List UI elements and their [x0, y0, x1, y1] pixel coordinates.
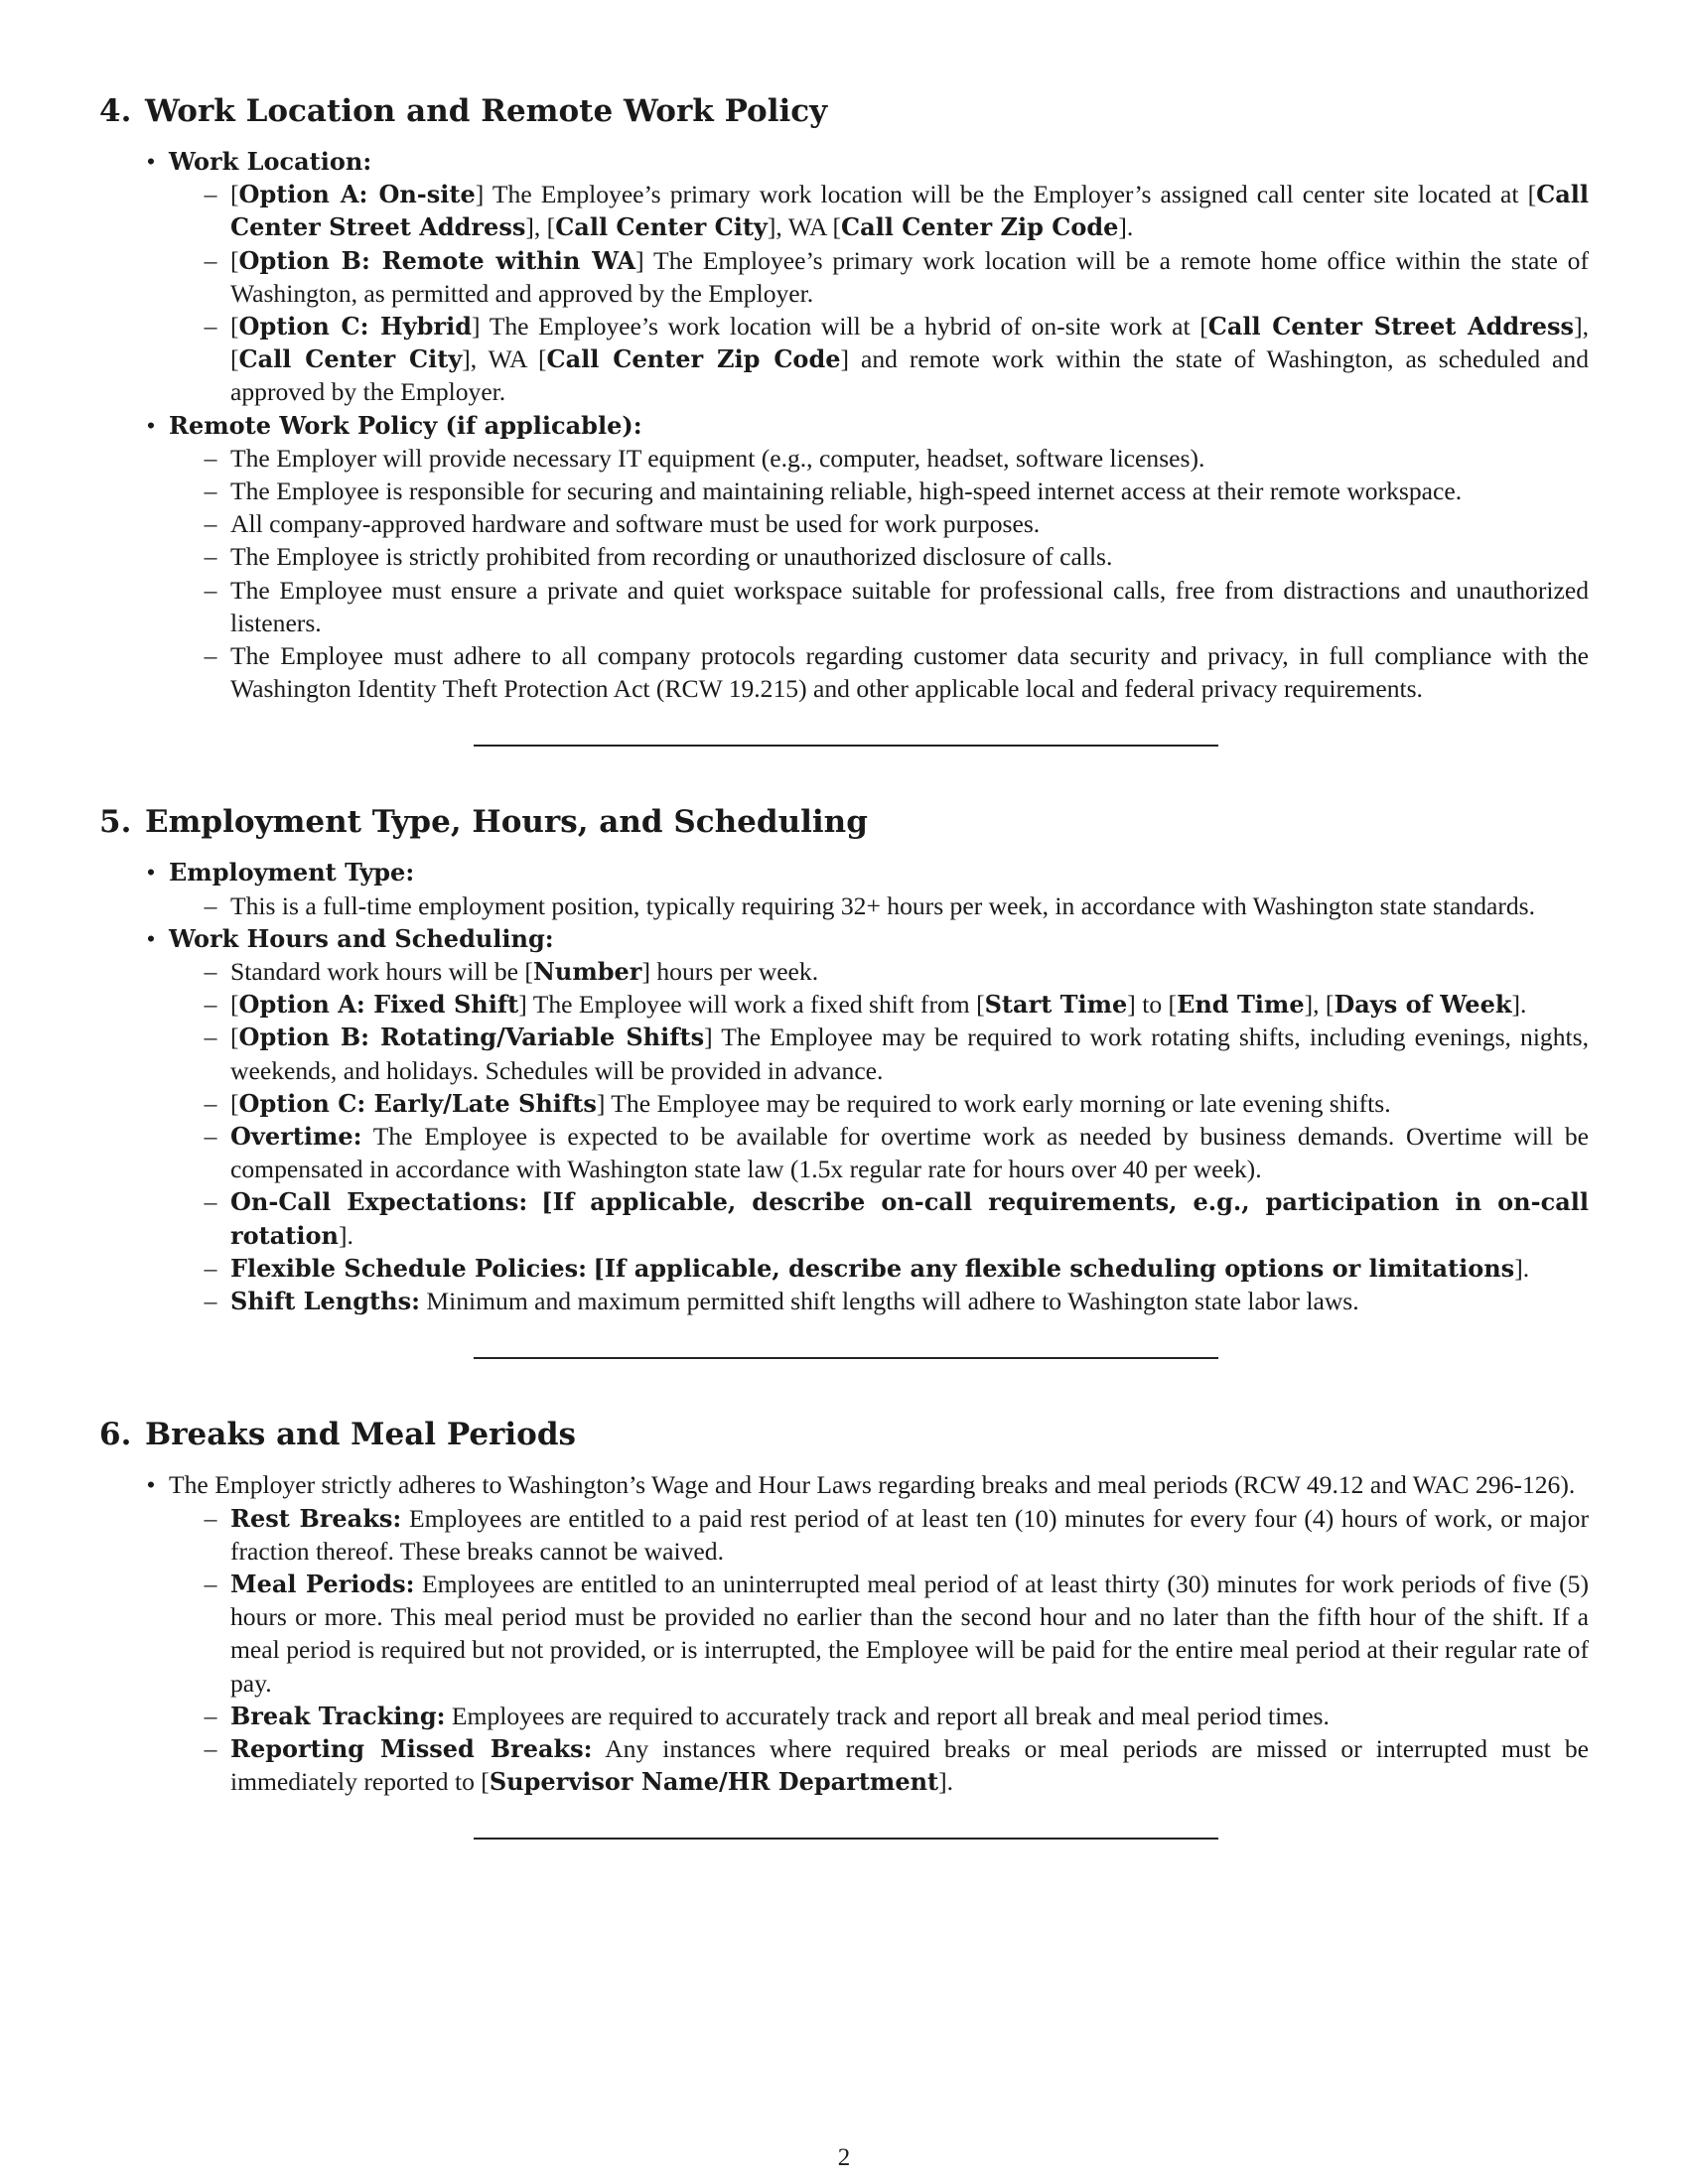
placeholder-field: Call Center Zip Code: [546, 344, 841, 374]
placeholder-field: Number: [532, 957, 642, 987]
dash-icon: –: [204, 1187, 217, 1217]
sub-list: [169, 1502, 1589, 1799]
bullet-icon: •: [146, 410, 156, 440]
dash-icon: –: [204, 1733, 217, 1763]
item-text: The Employer will provide necessary IT equipment (e.g., computer, headset, software licenses).: [230, 443, 1205, 473]
placeholder-field: Start Time: [984, 990, 1128, 1020]
list-item: – [Option C: Hybrid] The Employee’s work location will be a hybrid of on-site work at [Call Center Street Address], [Call Center City], WA [Call Center Zip Code] and remote work within the state of Washington, as scheduled and approved by the Employer.: [230, 310, 1589, 409]
item-heading: Remote Work Policy (if applicable):: [169, 410, 642, 440]
list-item: [146, 409, 1589, 706]
item-text: The Employee’s work location will be a hybrid of on-site work at [: [480, 312, 1208, 341]
item-label: Reporting Missed Breaks:: [230, 1733, 593, 1763]
sub-list: [169, 178, 1589, 408]
dash-icon: –: [204, 1023, 217, 1052]
item-heading: Employment Type:: [169, 858, 415, 887]
list-item: [204, 1568, 1589, 1700]
placeholder-field: Call Center Street Address: [230, 180, 1589, 242]
dash-icon: –: [204, 957, 217, 987]
placeholder-field: If applicable, describe any flexible scheduling options or limitations: [604, 1253, 1515, 1283]
sub-list: [169, 955, 1589, 1317]
item-heading: Work Location:: [169, 147, 372, 176]
list-item: [204, 1502, 1589, 1568]
item-text: All company-approved hardware and software must be used for work purposes.: [230, 509, 1041, 539]
list-item: [204, 574, 1589, 639]
item-text: The Employee is strictly prohibited from recording or unauthorized disclosure of calls.: [230, 542, 1113, 572]
item-text: The Employee may be required to work early morning or late evening shifts.: [605, 1088, 1391, 1118]
item-text: Minimum and maximum permitted shift lengths will adhere to Washington state labor laws.: [419, 1287, 1359, 1316]
list-item: [204, 507, 1589, 540]
item-text: The Employee may be required to work rotating shifts, including evenings, nights, weekends, and holidays. Schedules will be provided in advance.: [230, 1023, 1589, 1085]
list-item: [204, 540, 1589, 573]
item-text: The Employee is expected to be available for overtime work as needed by business demands. Overtime will be compensated in accordance with Washington state law (1.5x regular rate for hours over 40 per week).: [230, 1122, 1589, 1184]
item-label: Break Tracking:: [230, 1701, 446, 1730]
list-item: [204, 475, 1589, 507]
dash-icon: –: [204, 1088, 217, 1118]
placeholder-field: If applicable, describe on-call requirements, e.g., participation in on-call rotation: [230, 1187, 1589, 1250]
item-text: The Employee’s primary work location will be the Employer’s assigned call center site located at [: [484, 180, 1537, 209]
item-text: Employees are required to accurately track and report all break and meal period times.: [445, 1701, 1330, 1730]
dash-icon: –: [204, 641, 217, 671]
dash-icon: –: [204, 1503, 217, 1533]
item-label: Rest Breaks:: [230, 1503, 402, 1533]
list-item: [204, 442, 1589, 475]
item-label: Shift Lengths:: [230, 1287, 420, 1316]
page-number: 2: [837, 2144, 851, 2171]
dash-icon: –: [204, 542, 217, 572]
item-text: Standard work hours will be [: [230, 957, 533, 987]
list-item: – Reporting Missed Breaks: Any instances where required breaks or meal periods are missed or interrupted must be immediately reported to [Supervisor Name/HR Department].: [230, 1732, 1589, 1798]
item-text: The Employee is responsible for securing and maintaining reliable, high-speed internet access at their remote workspace.: [230, 477, 1463, 506]
item-text: The Employee will work a fixed shift from [: [526, 990, 985, 1020]
item-text: ] and remote work within the state of Washington, as scheduled and approved by the Employer.: [230, 344, 1590, 407]
list-item: [146, 856, 1589, 921]
section-6-list: [99, 1468, 1589, 1798]
list-item: [204, 1700, 1589, 1732]
dash-icon: –: [204, 477, 217, 506]
list-item: – [Option B: Rotating/Variable Shifts] The Employee may be required to work rotating shifts, including evenings, nights, weekends, and holidays. Schedules will be provided in advance.: [230, 1021, 1589, 1086]
list-item: – [Option A: On-site] The Employee’s primary work location will be the Employer’s assigned call center site located at [Call Center Street Address], [Call Center City], WA [Call Center Zip Code].: [230, 178, 1589, 243]
dash-icon: –: [204, 575, 217, 605]
sub-list: [169, 442, 1589, 706]
section-6-heading: [99, 1415, 1589, 1454]
option-label: Option B: Rotating/Variable Shifts: [238, 1023, 705, 1052]
placeholder-field: End Time: [1177, 990, 1305, 1020]
bullet-icon: •: [146, 858, 156, 887]
item-text: ] hours per week.: [641, 957, 819, 987]
dash-icon: –: [204, 180, 217, 209]
section-number: 6.: [99, 1417, 132, 1453]
list-item: – [Option A: Fixed Shift] The Employee will work a fixed shift from [Start Time] to [End Time], [Days of Week].: [230, 988, 1589, 1021]
item-label: Overtime:: [230, 1122, 362, 1152]
option-label: Option A: On-site: [238, 180, 476, 209]
item-text: The Employee must adhere to all company protocols regarding customer data security and privacy, in full compliance with the Washington Identity Theft Protection Act (RCW 19.215) and other applicable local and federal privacy requirements.: [230, 641, 1589, 704]
placeholder-field: Call Center Street Address: [1207, 312, 1575, 341]
section-title: Work Location and Remote Work Policy: [145, 93, 828, 129]
dash-icon: –: [204, 245, 217, 275]
dash-icon: –: [204, 1122, 217, 1152]
dash-icon: –: [204, 990, 217, 1020]
section-5-list: [99, 856, 1589, 1317]
dash-icon: –: [204, 443, 217, 473]
item-text: Employees are entitled to a paid rest period of at least ten (10) minutes for every four (4) hours of work, or major fraction thereof. These breaks cannot be waived.: [230, 1503, 1589, 1566]
list-item: [204, 889, 1589, 922]
option-label: Option C: Early/Late Shifts: [238, 1088, 597, 1118]
dash-icon: –: [204, 890, 217, 920]
dash-icon: –: [204, 1569, 217, 1598]
bullet-icon: •: [146, 147, 156, 176]
dash-icon: –: [204, 1253, 217, 1283]
placeholder-field: Call Center Zip Code: [841, 212, 1119, 242]
item-text: The Employee must ensure a private and quiet workspace suitable for professional calls, free from distractions and unauthorized listeners.: [230, 575, 1589, 637]
item-heading: Work Hours and Scheduling:: [169, 923, 554, 953]
option-label: Option C: Hybrid: [238, 312, 472, 341]
section-4-list: [99, 145, 1589, 705]
dash-icon: –: [204, 312, 217, 341]
list-item: [204, 1120, 1589, 1185]
list-item: [146, 145, 1590, 409]
option-label: Option A: Fixed Shift: [238, 990, 519, 1020]
list-item: – [Option C: Early/Late Shifts] The Employee may be required to work early morning or late evening shifts.: [230, 1087, 1589, 1120]
section-title: Breaks and Meal Periods: [145, 1417, 576, 1453]
item-text: The Employee’s primary work location will be a remote home office within the state of Washington, as permitted and approved by the Employer.: [230, 245, 1589, 308]
placeholder-field: Call Center City: [238, 344, 463, 374]
list-item: – Flexible Schedule Policies: [If applicable, describe any flexible scheduling options or limitations].: [230, 1252, 1589, 1285]
placeholder-field: Call Center City: [555, 212, 768, 242]
item-label: Meal Periods:: [230, 1569, 415, 1598]
list-item: [146, 1468, 1589, 1798]
option-label: Option B: Remote within WA: [238, 245, 636, 275]
sub-list: [169, 889, 1589, 922]
section-4-heading: [99, 91, 1589, 131]
dash-icon: –: [204, 509, 217, 539]
list-item: – On-Call Expectations: [If applicable, describe on-call requirements, e.g., participation in on-call rotation].: [230, 1185, 1589, 1251]
dash-icon: –: [204, 1287, 217, 1316]
list-item: [204, 639, 1589, 705]
section-5-heading: [99, 802, 1589, 842]
document-page: [99, 91, 1589, 1840]
dash-icon: –: [204, 1701, 217, 1730]
item-label: Flexible Schedule Policies:: [230, 1253, 588, 1283]
item-text: Employees are entitled to an uninterrupted meal period of at least thirty (30) minutes for work periods of five (5) hours or more. This meal period must be provided no earlier than the second hour and no later than the fifth hour of the shift. If a meal period is required but not provided, or is interrupted, the Employee will be paid for the entire meal period at their regular rate of pay.: [230, 1569, 1589, 1698]
list-item: [204, 1285, 1589, 1317]
section-divider: [474, 1838, 1218, 1840]
placeholder-field: Supervisor Name/HR Department: [489, 1767, 939, 1797]
section-number: 4.: [99, 93, 132, 129]
item-label: On-Call Expectations:: [230, 1187, 528, 1217]
list-item: [146, 922, 1589, 1317]
item-text: Any instances where required breaks or meal periods are missed or interrupted must be immediately reported to [: [230, 1733, 1589, 1797]
placeholder-field: Days of Week: [1334, 990, 1512, 1020]
list-item: [204, 955, 1589, 988]
item-text: The Employer strictly adheres to Washington’s Wage and Hour Laws regarding breaks and meal periods (RCW 49.12 and WAC 296-126).: [169, 1470, 1576, 1500]
bullet-icon: •: [146, 923, 156, 953]
section-number: 5.: [99, 804, 132, 841]
item-text: This is a full-time employment position, typically requiring 32+ hours per week, in accordance with Washington state standards.: [230, 890, 1536, 920]
section-title: Employment Type, Hours, and Scheduling: [145, 804, 868, 841]
bullet-icon: •: [146, 1470, 156, 1500]
list-item: – [Option B: Remote within WA] The Employee’s primary work location will be a remote home office within the state of Washington, as permitted and approved by the Employer.: [230, 244, 1589, 310]
